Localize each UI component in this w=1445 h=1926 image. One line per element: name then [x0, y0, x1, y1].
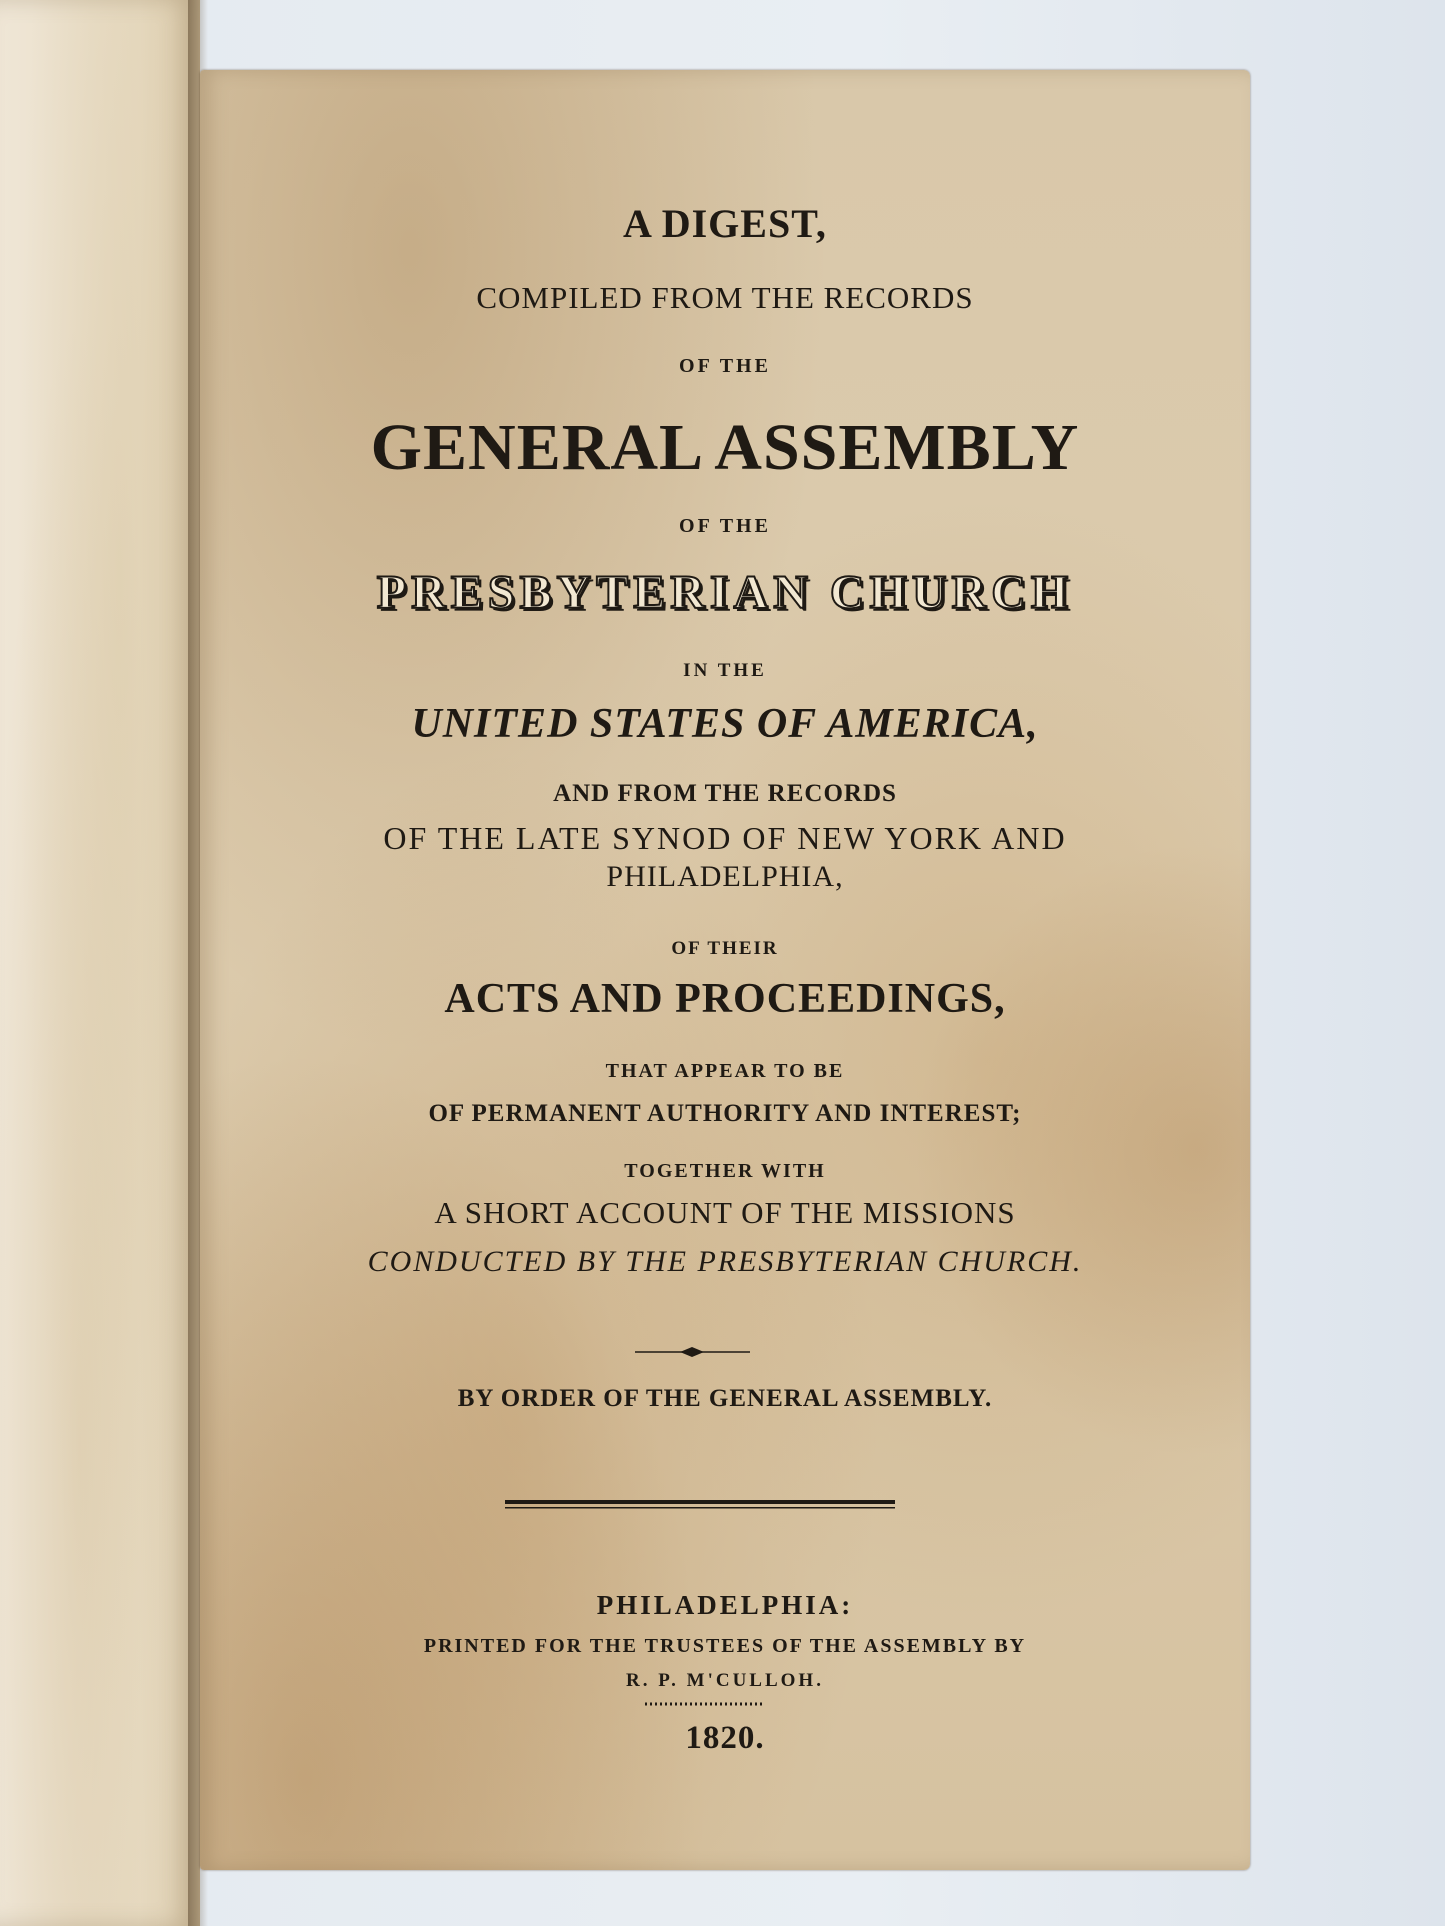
title-line-of-their: OF THEIR	[671, 938, 779, 959]
title-line-philadelphia: PHILADELPHIA,	[606, 860, 844, 893]
imprint-year: 1820.	[685, 1720, 765, 1756]
title-line-together-with: TOGETHER WITH	[624, 1160, 826, 1182]
title-line-by-order: BY ORDER OF THE GENERAL ASSEMBLY.	[457, 1385, 993, 1412]
title-line-permanent-authority: OF PERMANENT AUTHORITY AND INTEREST;	[428, 1100, 1022, 1127]
dotted-rule-divider	[645, 1700, 765, 1708]
title-line-late-synod: OF THE LATE SYNOD OF NEW YORK AND	[383, 820, 1067, 856]
ornament-divider	[635, 1346, 750, 1358]
title-page	[200, 70, 1250, 1870]
title-line-and-from-records: AND FROM THE RECORDS	[553, 780, 897, 807]
double-rule-divider	[505, 1498, 895, 1512]
title-line-general-assembly: GENERAL ASSEMBLY	[370, 411, 1080, 484]
title-line-compiled: COMPILED FROM THE RECORDS	[476, 280, 974, 315]
title-line-of-the-2: OF THE	[679, 515, 771, 537]
title-line-appear-to-be: THAT APPEAR TO BE	[605, 1060, 845, 1082]
title-line-acts-proceedings: ACTS AND PROCEEDINGS,	[444, 976, 1006, 1022]
imprint-printer: R. P. M'CULLOH.	[626, 1670, 824, 1691]
title-line-of-the-1: OF THE	[679, 355, 771, 377]
imprint-printed-for: PRINTED FOR THE TRUSTEES OF THE ASSEMBLY BY	[423, 1635, 1027, 1657]
left-endpaper	[0, 0, 200, 1926]
title-line-united-states: UNITED STATES OF AMERICA,	[411, 701, 1039, 747]
title-line-in-the: IN THE	[683, 660, 767, 681]
title-line-conducted-by: CONDUCTED BY THE PRESBYTERIAN CHURCH.	[367, 1245, 1083, 1278]
title-line-short-account: A SHORT ACCOUNT OF THE MISSIONS	[434, 1195, 1016, 1230]
title-line-presbyterian-church: PRESBYTERIAN CHURCH	[376, 566, 1074, 619]
title-line-digest: A DIGEST,	[623, 201, 827, 246]
imprint-place: PHILADELPHIA:	[596, 1590, 854, 1620]
